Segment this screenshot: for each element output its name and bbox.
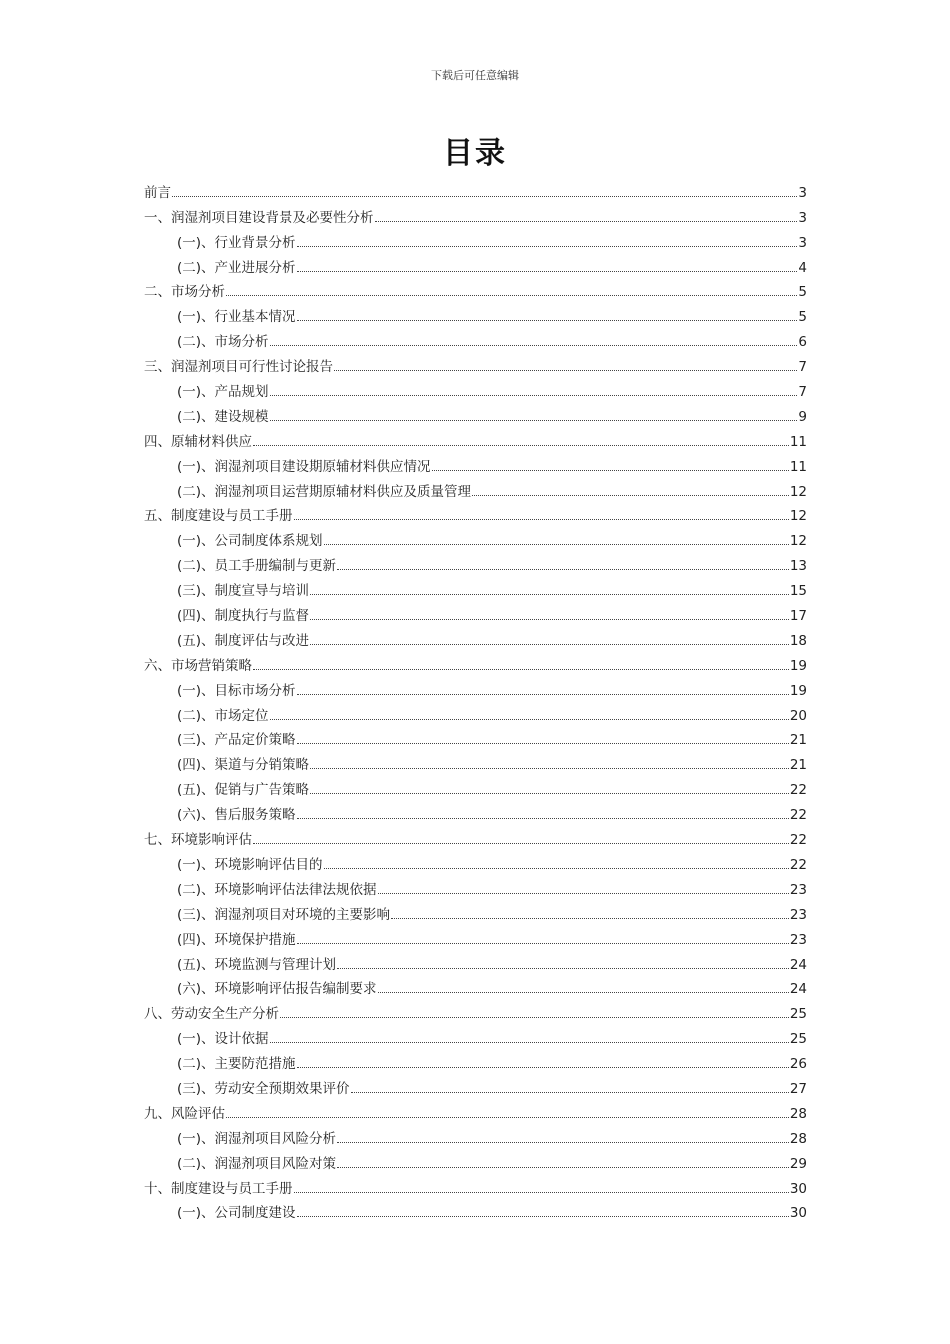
toc-entry-label: (二)、市场定位 <box>177 707 269 724</box>
toc-entry-label: (四)、制度执行与监督 <box>177 608 310 625</box>
toc-entry-label: 三、润湿剂项目可行性讨论报告 <box>144 359 333 376</box>
toc-entry-label: 六、市场营销策略 <box>144 657 252 674</box>
toc-entry-page-number: 6 <box>798 334 807 351</box>
toc-entry[interactable] <box>144 350 807 375</box>
toc-entry-page-number: 5 <box>798 309 807 326</box>
toc-entry[interactable] <box>144 475 807 500</box>
toc-entry-page-number: 23 <box>789 881 807 898</box>
toc-entry-page-number: 19 <box>789 682 807 699</box>
toc-leader-dots <box>294 518 789 520</box>
header-note: 下载后可任意编辑 <box>431 69 519 82</box>
toc-entry-label: (二)、主要防范措施 <box>177 1056 296 1073</box>
toc-entry-page-number: 15 <box>789 583 807 600</box>
toc-entry-label: (三)、润湿剂项目对环境的主要影响 <box>177 906 391 923</box>
toc-entry-page-number: 12 <box>789 508 807 525</box>
toc-entry-label: (六)、环境影响评估报告编制要求 <box>177 981 377 998</box>
toc-leader-dots <box>297 942 789 944</box>
toc-leader-dots <box>375 220 798 222</box>
toc-entry-page-number: 3 <box>798 184 807 201</box>
table-of-contents <box>144 176 807 1221</box>
toc-entry[interactable] <box>144 1197 807 1222</box>
toc-entry[interactable] <box>144 1047 807 1072</box>
toc-entry-page-number: 22 <box>789 856 807 873</box>
toc-leader-dots <box>294 1191 789 1193</box>
toc-entry-page-number: 13 <box>789 558 807 575</box>
toc-entry-label: 二、市场分析 <box>144 284 225 301</box>
toc-entry-page-number: 22 <box>789 832 807 849</box>
toc-leader-dots <box>297 742 789 744</box>
toc-entry-label: 前言 <box>144 184 171 201</box>
toc-entry[interactable] <box>144 848 807 873</box>
toc-entry-page-number: 23 <box>789 906 807 923</box>
toc-entry-label: (一)、润湿剂项目风险分析 <box>177 1130 337 1147</box>
toc-entry[interactable] <box>144 674 807 699</box>
toc-leader-dots <box>270 344 798 346</box>
toc-entry-page-number: 23 <box>789 931 807 948</box>
toc-entry-label: 四、原辅材料供应 <box>144 433 252 450</box>
toc-entry-page-number: 3 <box>798 209 807 226</box>
toc-entry[interactable] <box>144 624 807 649</box>
toc-entry-label: (二)、员工手册编制与更新 <box>177 558 337 575</box>
toc-entry-label: (一)、公司制度体系规划 <box>177 533 323 550</box>
toc-leader-dots <box>337 967 789 969</box>
toc-entry-page-number: 11 <box>789 433 807 450</box>
toc-entry-label: (一)、行业背景分析 <box>177 234 296 251</box>
toc-leader-dots <box>226 1116 789 1118</box>
toc-entry-page-number: 7 <box>798 384 807 401</box>
toc-entry-page-number: 25 <box>789 1006 807 1023</box>
toc-leader-dots <box>310 618 789 620</box>
toc-entry-page-number: 20 <box>789 707 807 724</box>
toc-leader-dots <box>297 319 798 321</box>
toc-leader-dots <box>297 1215 789 1217</box>
toc-entry[interactable] <box>144 300 807 325</box>
toc-entry-page-number: 5 <box>798 284 807 301</box>
toc-entry[interactable] <box>144 325 807 350</box>
toc-entry-label: (六)、售后服务策略 <box>177 807 296 824</box>
toc-entry-label: (一)、设计依据 <box>177 1031 269 1048</box>
toc-entry-label: (三)、制度宣导与培训 <box>177 583 310 600</box>
toc-leader-dots <box>270 394 798 396</box>
toc-entry-page-number: 9 <box>798 408 807 425</box>
toc-entry[interactable] <box>144 375 807 400</box>
toc-entry[interactable] <box>144 226 807 251</box>
toc-entry[interactable] <box>144 425 807 450</box>
toc-entry-page-number: 26 <box>789 1056 807 1073</box>
toc-leader-dots <box>297 245 798 247</box>
toc-leader-dots <box>391 917 789 919</box>
toc-entry[interactable] <box>144 251 807 276</box>
toc-entry[interactable] <box>144 898 807 923</box>
toc-entry-label: (四)、渠道与分销策略 <box>177 757 310 774</box>
toc-entry-page-number: 30 <box>789 1205 807 1222</box>
toc-entry-label: (一)、润湿剂项目建设期原辅材料供应情况 <box>177 458 431 475</box>
toc-leader-dots <box>337 1166 789 1168</box>
toc-entry-page-number: 27 <box>789 1080 807 1097</box>
toc-entry-page-number: 22 <box>789 782 807 799</box>
toc-entry[interactable] <box>144 997 807 1022</box>
toc-entry[interactable] <box>144 748 807 773</box>
toc-entry-page-number: 7 <box>798 359 807 376</box>
toc-entry-page-number: 18 <box>789 632 807 649</box>
toc-entry-label: 八、劳动安全生产分析 <box>144 1006 279 1023</box>
toc-entry[interactable] <box>144 450 807 475</box>
toc-leader-dots <box>270 1041 789 1043</box>
toc-entry-page-number: 24 <box>789 956 807 973</box>
toc-entry-label: (三)、劳动安全预期效果评价 <box>177 1080 350 1097</box>
toc-entry-label: 九、风险评估 <box>144 1105 225 1122</box>
toc-entry-label: (二)、润湿剂项目风险对策 <box>177 1155 337 1172</box>
toc-entry-page-number: 21 <box>789 757 807 774</box>
toc-entry-page-number: 25 <box>789 1031 807 1048</box>
toc-entry[interactable] <box>144 549 807 574</box>
toc-entry-page-number: 24 <box>789 981 807 998</box>
toc-entry[interactable] <box>144 1072 807 1097</box>
toc-entry-label: (一)、行业基本情况 <box>177 309 296 326</box>
toc-leader-dots <box>310 767 789 769</box>
toc-entry-page-number: 21 <box>789 732 807 749</box>
toc-entry-label: (四)、环境保护措施 <box>177 931 296 948</box>
toc-leader-dots <box>297 693 789 695</box>
toc-entry[interactable] <box>144 873 807 898</box>
toc-leader-dots <box>337 1141 789 1143</box>
toc-entry[interactable] <box>144 948 807 973</box>
toc-entry-label: 七、环境影响评估 <box>144 832 252 849</box>
toc-entry-page-number: 30 <box>789 1180 807 1197</box>
toc-entry-label: 十、制度建设与员工手册 <box>144 1180 293 1197</box>
toc-entry-label: (一)、目标市场分析 <box>177 682 296 699</box>
toc-entry-label: (二)、润湿剂项目运营期原辅材料供应及质量管理 <box>177 483 472 500</box>
toc-entry-page-number: 28 <box>789 1130 807 1147</box>
toc-leader-dots <box>310 593 789 595</box>
toc-leader-dots <box>310 643 789 645</box>
toc-leader-dots <box>334 369 797 371</box>
toc-entry-page-number: 3 <box>798 234 807 251</box>
toc-entry-page-number: 4 <box>798 259 807 276</box>
toc-leader-dots <box>226 294 797 296</box>
toc-entry[interactable] <box>144 400 807 425</box>
toc-leader-dots <box>172 195 797 197</box>
toc-entry[interactable] <box>144 599 807 624</box>
toc-leader-dots <box>432 469 789 471</box>
toc-entry-label: (五)、环境监测与管理计划 <box>177 956 337 973</box>
toc-entry-page-number: 29 <box>789 1155 807 1172</box>
toc-entry-label: 五、制度建设与员工手册 <box>144 508 293 525</box>
toc-leader-dots <box>310 792 789 794</box>
toc-entry-label: (二)、建设规模 <box>177 408 269 425</box>
toc-entry[interactable] <box>144 649 807 674</box>
toc-entry-page-number: 19 <box>789 657 807 674</box>
toc-leader-dots <box>324 867 789 869</box>
toc-entry[interactable] <box>144 524 807 549</box>
toc-entry-label: 一、润湿剂项目建设背景及必要性分析 <box>144 209 374 226</box>
toc-entry[interactable] <box>144 923 807 948</box>
toc-leader-dots <box>351 1091 789 1093</box>
toc-entry[interactable] <box>144 276 807 301</box>
toc-leader-dots <box>378 991 789 993</box>
toc-entry[interactable] <box>144 500 807 525</box>
toc-entry[interactable] <box>144 176 807 201</box>
toc-entry[interactable] <box>144 201 807 226</box>
toc-entry[interactable] <box>144 773 807 798</box>
toc-entry[interactable] <box>144 1097 807 1122</box>
toc-entry[interactable] <box>144 1172 807 1197</box>
toc-entry[interactable] <box>144 1147 807 1172</box>
toc-leader-dots <box>270 718 789 720</box>
toc-entry-label: (二)、环境影响评估法律法规依据 <box>177 881 377 898</box>
toc-leader-dots <box>253 444 789 446</box>
toc-entry[interactable] <box>144 973 807 998</box>
toc-leader-dots <box>378 892 789 894</box>
toc-entry-label: (五)、制度评估与改进 <box>177 632 310 649</box>
toc-leader-dots <box>280 1016 789 1018</box>
toc-entry[interactable] <box>144 1022 807 1047</box>
toc-leader-dots <box>270 419 798 421</box>
toc-entry-label: (一)、环境影响评估目的 <box>177 856 323 873</box>
toc-leader-dots <box>324 543 789 545</box>
toc-leader-dots <box>253 668 789 670</box>
toc-entry-page-number: 12 <box>789 483 807 500</box>
toc-entry-page-number: 17 <box>789 608 807 625</box>
toc-entry-label: (二)、产业进展分析 <box>177 259 296 276</box>
toc-entry[interactable] <box>144 823 807 848</box>
toc-leader-dots <box>297 817 789 819</box>
toc-entry[interactable] <box>144 574 807 599</box>
toc-entry-label: (三)、产品定价策略 <box>177 732 296 749</box>
toc-entry[interactable] <box>144 1122 807 1147</box>
page-title: 目录 <box>443 136 507 171</box>
toc-entry[interactable] <box>144 699 807 724</box>
toc-leader-dots <box>297 1066 789 1068</box>
toc-entry[interactable] <box>144 798 807 823</box>
toc-entry-page-number: 22 <box>789 807 807 824</box>
toc-entry-label: (二)、市场分析 <box>177 334 269 351</box>
toc-entry[interactable] <box>144 724 807 749</box>
toc-leader-dots <box>472 494 789 496</box>
toc-leader-dots <box>337 568 789 570</box>
toc-leader-dots <box>297 270 798 272</box>
toc-entry-label: (一)、产品规划 <box>177 384 269 401</box>
toc-entry-page-number: 11 <box>789 458 807 475</box>
toc-leader-dots <box>253 842 789 844</box>
toc-entry-label: (五)、促销与广告策略 <box>177 782 310 799</box>
toc-entry-page-number: 28 <box>789 1105 807 1122</box>
toc-entry-label: (一)、公司制度建设 <box>177 1205 296 1222</box>
toc-entry-page-number: 12 <box>789 533 807 550</box>
